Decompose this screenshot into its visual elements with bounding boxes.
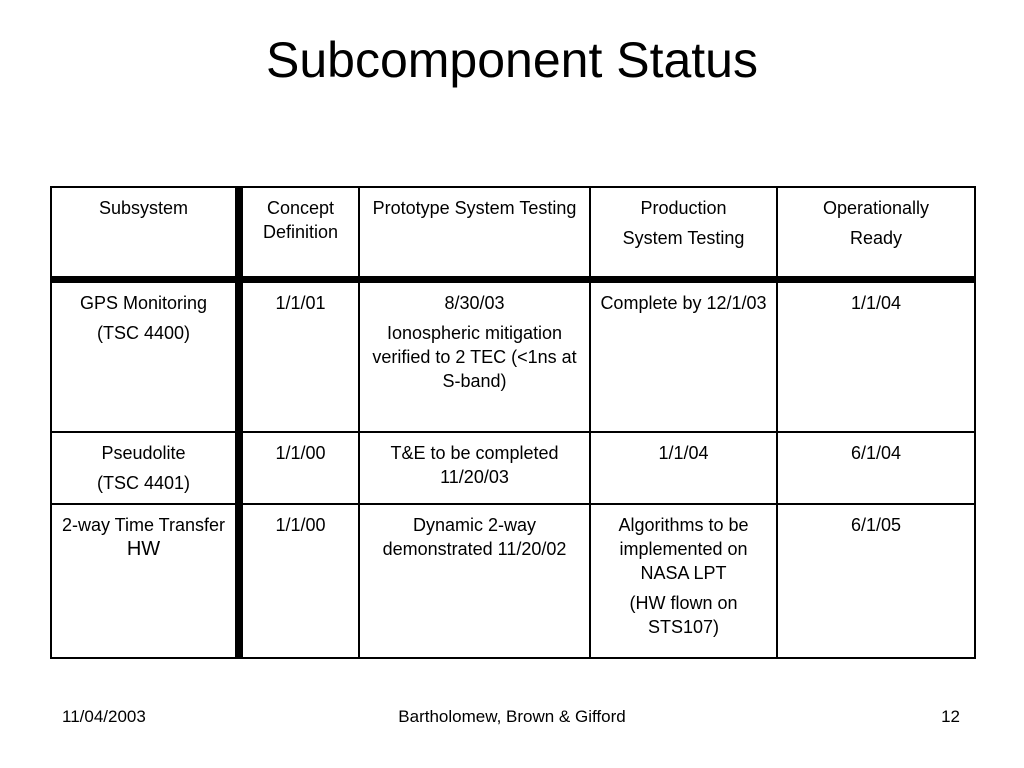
subsystem-name: 2-way Time Transfer — [61, 515, 226, 535]
cell-production — [590, 504, 777, 658]
production-note: Algorithms to be implemented on NASA LPT — [618, 515, 749, 583]
table-row — [51, 279, 975, 432]
cell-concept: 1/1/00 — [239, 504, 359, 658]
header-subsystem: Subsystem — [51, 187, 239, 279]
table-row — [51, 432, 975, 504]
table-row — [51, 504, 975, 658]
prototype-note: Ionospheric mitigation verified to 2 TEC (<1ns at S-band) — [372, 322, 577, 391]
footer-date: 11/04/2003 — [62, 707, 146, 726]
footer-page-number: 12 — [941, 707, 960, 726]
cell-operational: 1/1/04 — [777, 279, 975, 432]
subsystem-name: Pseudolite — [101, 443, 186, 463]
cell-subsystem — [51, 504, 239, 658]
header-concept-definition: Concept Definition — [239, 187, 359, 279]
cell-prototype: Dynamic 2-way demonstrated 11/20/02 — [359, 504, 590, 658]
cell-subsystem — [51, 279, 239, 432]
subsystem-hw: HW — [126, 538, 161, 560]
header-prototype-testing: Prototype System Testing — [359, 187, 590, 279]
cell-subsystem — [51, 432, 239, 504]
cell-production: Complete by 12/1/03 — [590, 279, 777, 432]
subsystem-code: (TSC 4400) — [96, 322, 191, 343]
subsystem-code: (TSC 4401) — [96, 473, 191, 493]
header-operationally-ready — [777, 187, 975, 279]
header-operational-line2: Ready — [849, 228, 903, 248]
table-header-row — [51, 187, 975, 279]
footer-authors: Bartholomew, Brown & Gifford — [398, 707, 626, 726]
cell-operational: 6/1/04 — [777, 432, 975, 504]
slide-title: Subcomponent Status — [266, 32, 758, 88]
cell-concept: 1/1/00 — [239, 432, 359, 504]
header-production-line1: Production — [640, 198, 727, 218]
prototype-date: 8/30/03 — [444, 292, 505, 313]
header-production-testing — [590, 187, 777, 279]
cell-production: 1/1/04 — [590, 432, 777, 504]
production-hw-note: (HW flown on STS107) — [629, 593, 738, 637]
subsystem-name: GPS Monitoring — [79, 292, 208, 313]
header-production-line2: System Testing — [622, 228, 745, 248]
cell-concept: 1/1/01 — [239, 279, 359, 432]
cell-operational: 6/1/05 — [777, 504, 975, 658]
cell-prototype — [359, 279, 590, 432]
cell-prototype: T&E to be completed 11/20/03 — [359, 432, 590, 504]
header-operational-line1: Operationally — [822, 198, 930, 218]
status-table — [50, 186, 976, 659]
